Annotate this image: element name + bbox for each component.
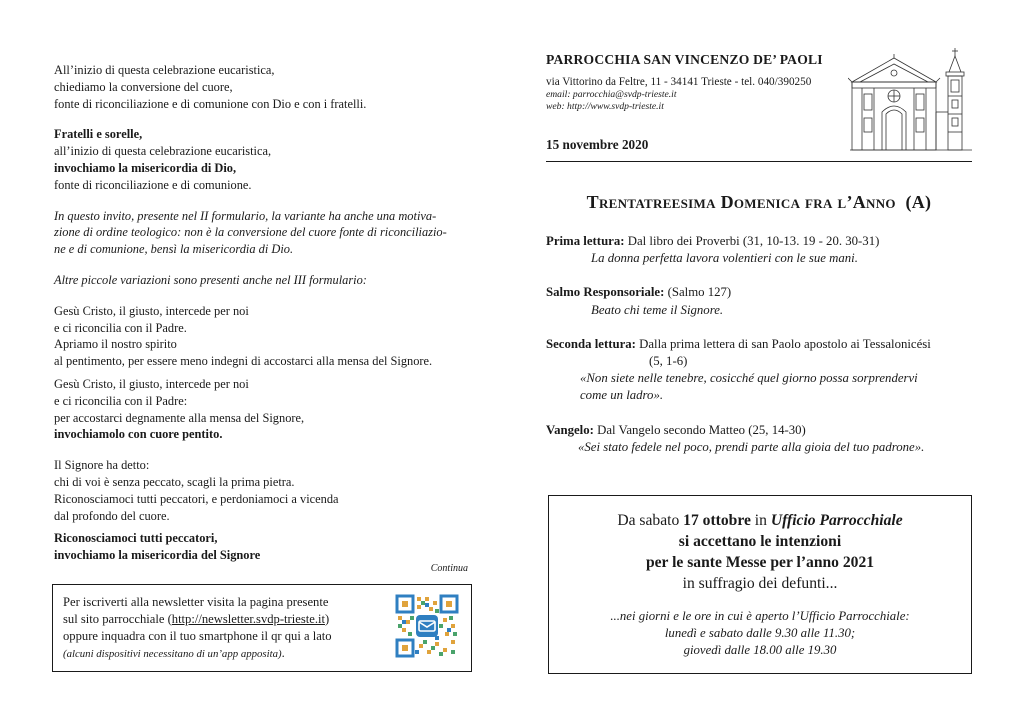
newsletter-text <box>63 594 383 663</box>
formula-paragraph <box>54 530 474 564</box>
commentary-paragraph <box>54 208 474 258</box>
text-line: fonte di riconciliazione e di comunione. <box>54 177 252 192</box>
readings-section <box>546 233 972 473</box>
text-line <box>549 510 971 531</box>
mass-intentions-notice <box>548 495 972 674</box>
left-column <box>54 62 474 578</box>
text-segment: 17 ottobre <box>683 512 751 529</box>
text-line: in suffragio dei defunti... <box>682 575 838 592</box>
reading-reference: (Salmo 127) <box>664 285 732 300</box>
formula-paragraph <box>54 457 474 524</box>
bulletin-date: 15 novembre 2020 <box>546 137 649 152</box>
sunday-name: Trentatreesima Domenica fra l’Anno <box>586 192 896 212</box>
reading-quote: «Non siete nelle tenebre, cosicché quel giorno possa sorprendervi <box>580 371 918 386</box>
reading-label: Vangelo: <box>546 422 594 437</box>
office-hours <box>549 608 971 659</box>
reading-second <box>546 336 972 405</box>
newsletter-box <box>52 584 472 672</box>
text-segment: ) <box>324 612 330 626</box>
intro-paragraph <box>54 62 474 112</box>
parish-header <box>546 52 846 113</box>
text-segment: . <box>281 646 285 660</box>
text-line: giovedì dalle 18.00 alle 19.30 <box>683 643 837 657</box>
formula-paragraph <box>54 376 474 443</box>
reading-psalm <box>546 284 972 318</box>
reading-reference: Dal Vangelo secondo Matteo (25, 14-30) <box>593 422 806 437</box>
parish-name: PARROCCHIA SAN VINCENZO DE’ PAOLI <box>546 52 823 67</box>
text-line: Il Signore ha detto: <box>54 458 150 473</box>
reading-quote: Beato chi teme il Signore. <box>591 302 724 317</box>
church-drawing-icon <box>848 42 974 154</box>
text-line: si accettano le intenzioni <box>678 533 842 550</box>
text-line: Riconosciamoci tutti peccatori, <box>54 531 218 546</box>
text-segment: (alcuni dispositivi necessitano di un’app apposita) <box>63 648 282 660</box>
text-line: Gesù Cristo, il giusto, intercede per noi <box>54 303 249 318</box>
text-line: lunedì e sabato dalle 9.30 alle 11.30; <box>664 626 856 640</box>
liturgical-title <box>546 192 972 213</box>
liturgical-year: (A) <box>905 192 932 212</box>
text-line: Riconosciamoci tutti peccatori, e perdoniamoci a vicenda <box>54 491 339 506</box>
text-segment: Da sabato <box>617 512 684 529</box>
invocation-paragraph <box>54 126 474 193</box>
text-line: Fratelli e sorelle, <box>54 127 143 142</box>
text-line: All’inizio di questa celebrazione eucaristica, <box>54 63 275 77</box>
parish-address: via Vittorino da Feltre, 11 - 34141 Trieste - tel. 040/390250 <box>546 76 812 88</box>
text-line: ...nei giorni e le ore in cui è aperto l’Ufficio Parrocchiale: <box>610 609 910 623</box>
text-line: zione di ordine teologico: non è la conversione del cuore fonte di riconciliazio- <box>54 225 447 240</box>
continued-label: Continua <box>430 563 468 574</box>
reading-reference: Dal libro dei Proverbi (31, 10-13. 19 - 20. 30-31) <box>624 234 880 248</box>
text-line: ne e di comunione, bensì la misericordia di Dio. <box>54 242 294 257</box>
text-line: chi di voi è senza peccato, scagli la prima pietra. <box>54 474 295 489</box>
text-line: per accostarci degnamente alla mensa del Signore, <box>54 410 305 425</box>
text-line <box>546 422 972 439</box>
text-line: In questo invito, presente nel II formulario, la variante ha anche una motiva- <box>54 208 437 223</box>
notice-main <box>549 510 971 594</box>
reading-reference: Dalla prima lettera di san Paolo apostolo ai Tessalonicési <box>635 336 931 351</box>
reading-first <box>546 233 972 267</box>
reading-label: Seconda lettura: <box>546 336 636 351</box>
text-line: per le sante Messe per l’anno 2021 <box>645 554 875 571</box>
text-line: invochiamo la misericordia del Signore <box>54 548 261 563</box>
text-line <box>63 611 383 628</box>
newsletter-link[interactable]: http://newsletter.svdp-trieste.it <box>171 612 325 626</box>
text-line: oppure inquadra con il tuo smartphone il qr qui a lato <box>63 629 332 643</box>
reading-label: Salmo Responsoriale: <box>546 285 665 300</box>
text-line <box>63 645 383 663</box>
text-line: Gesù Cristo, il giusto, intercede per noi <box>54 376 249 391</box>
text-line: Apriamo il nostro spirito <box>54 337 177 352</box>
text-line: chiediamo la conversione del cuore, <box>54 79 233 94</box>
text-line: Per iscriverti alla newsletter visita la pagina presente <box>63 595 329 609</box>
formula-paragraph <box>54 303 474 370</box>
reading-quote: come un ladro». <box>580 388 664 403</box>
text-line: dal profondo del cuore. <box>54 508 170 523</box>
reading-quote: La donna perfetta lavora volentieri con le sue mani. <box>591 251 858 266</box>
reading-gospel <box>546 422 972 456</box>
text-line: all’inizio di questa celebrazione eucaristica, <box>54 144 272 159</box>
text-line: al pentimento, per essere meno indegni di accostarci alla mensa del Signore. <box>54 354 433 369</box>
text-line: e ci riconcilia con il Padre. <box>54 320 187 335</box>
text-line: fonte di riconciliazione e di comunione con Dio e con i fratelli. <box>54 96 367 111</box>
variations-note <box>54 272 474 289</box>
text-segment: Ufficio Parrocchiale <box>770 512 903 529</box>
parish-website[interactable]: web: http://www.svdp-trieste.it <box>546 101 664 112</box>
text-line: e ci riconcilia con il Padre: <box>54 393 188 408</box>
text-line <box>546 336 972 353</box>
qr-code-icon[interactable] <box>395 594 459 658</box>
text-line: invochiamo la misericordia di Dio, <box>54 160 237 175</box>
text-line <box>546 233 972 250</box>
text-segment: sul sito parrocchiale ( <box>63 612 172 626</box>
reading-reference: (5, 1-6) <box>649 354 688 369</box>
text-line <box>546 284 972 301</box>
text-line: Altre piccole variazioni sono presenti anche nel III formulario: <box>54 272 367 287</box>
text-segment: in <box>750 512 771 529</box>
reading-label: Prima lettura: <box>546 234 625 248</box>
reading-quote: «Sei stato fedele nel poco, prendi parte alla gioia del tuo padrone». <box>578 439 925 454</box>
text-line: invochiamolo con cuore pentito. <box>54 427 223 442</box>
divider <box>546 161 972 162</box>
parish-email[interactable]: email: parrocchia@svdp-trieste.it <box>546 89 677 100</box>
